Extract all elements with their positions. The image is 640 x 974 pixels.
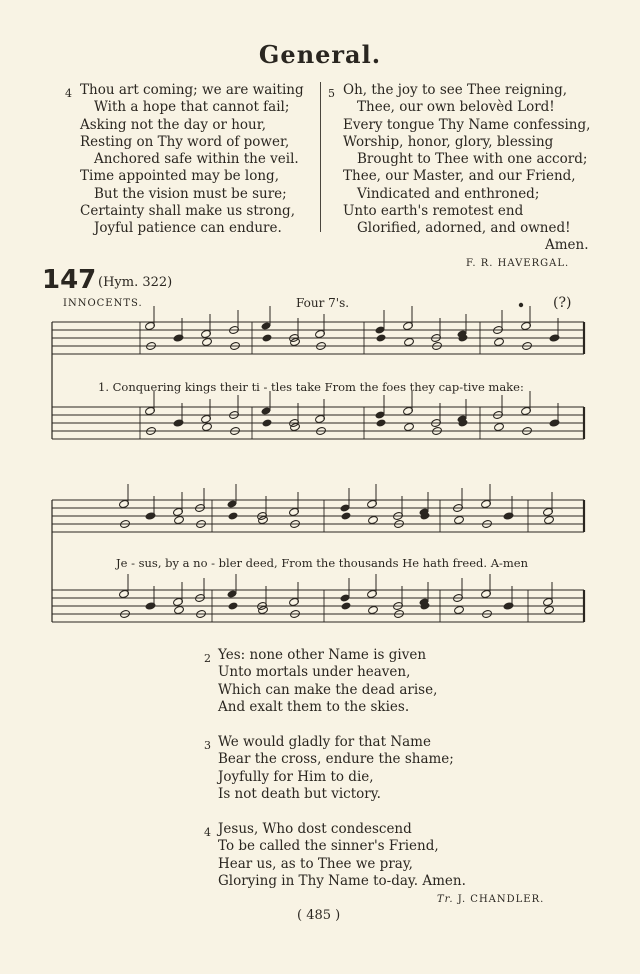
note-head	[262, 418, 273, 427]
fermata-dot	[519, 303, 523, 307]
stanza-line: Unto mortals under heaven,	[218, 664, 411, 681]
note-head	[174, 605, 185, 614]
lyrics-line-1: 1. Conquering kings their ti - tles take From the foes they cap-tive make:	[98, 380, 524, 394]
note-head	[228, 511, 239, 520]
note-head	[494, 337, 505, 346]
verse-line: Vindicated and enthroned;	[357, 185, 540, 202]
verse-line: Asking not the day or hour,	[80, 116, 267, 133]
stanza-number: 2	[204, 652, 211, 665]
stanza-line: Jesus, Who dost condescend	[218, 821, 412, 837]
stanza-number: 4	[204, 826, 211, 839]
translator-credit	[437, 894, 544, 905]
note-head	[376, 418, 387, 427]
verse-line: Anchored safe within the veil.	[94, 151, 299, 168]
note-head	[262, 333, 273, 342]
note-head	[504, 601, 515, 610]
translator-name: J. CHANDLER.	[457, 894, 545, 905]
stanza-line: To be called the sinner's Friend,	[218, 838, 439, 855]
verse-line: Joyful patience can endure.	[94, 220, 282, 237]
stanza-4	[218, 821, 466, 890]
verse-line: Time appointed may be long,	[80, 168, 279, 185]
stanza-line: Joyfully for Him to die,	[218, 768, 374, 785]
note-head	[368, 515, 379, 524]
note-head	[174, 418, 185, 427]
stanza-line: We would gladly for that Name	[218, 734, 431, 750]
page-heading: General.	[258, 40, 382, 69]
note-head	[404, 422, 415, 431]
author-credit: F. R. HAVERGAL.	[466, 258, 570, 269]
note-head	[341, 511, 352, 520]
verse-line: Worship, honor, glory, blessing	[343, 133, 554, 150]
note-head	[544, 605, 555, 614]
verse-line: With a hope that cannot fail;	[94, 99, 290, 116]
verse-line: Resting on Thy word of power,	[80, 133, 290, 150]
amen-text: Amen.	[545, 237, 589, 253]
hymn-number: 147	[42, 265, 97, 295]
verse-line: Certainty shall make us strong,	[80, 203, 295, 220]
stanza-line: Yes: none other Name is given	[218, 647, 427, 663]
verse-number: 4	[65, 87, 72, 100]
note-head	[404, 337, 415, 346]
page-number: ( 485 )	[297, 908, 341, 923]
stanza-line: Which can make the dead arise,	[218, 681, 438, 698]
note-head	[454, 605, 465, 614]
note-head	[228, 601, 239, 610]
stanza-line: Glorying in Thy Name to-day. Amen.	[218, 872, 466, 889]
note-head	[174, 333, 185, 342]
note-head	[146, 601, 157, 610]
verse-number: 5	[328, 87, 335, 100]
stanza-line: And exalt them to the skies.	[218, 698, 410, 715]
note-head	[341, 601, 352, 610]
verse-line: Thee, our Master, and our Friend,	[343, 168, 576, 185]
note-head	[550, 418, 561, 427]
translator-prefix: Tr.	[437, 894, 454, 905]
verse-line: Brought to Thee with one accord;	[357, 151, 588, 168]
stanza-line: Hear us, as to Thee we pray,	[218, 855, 413, 872]
note-head	[494, 422, 505, 431]
note-head	[376, 333, 387, 342]
tempo-mark: (?)	[553, 295, 572, 311]
note-head	[368, 605, 379, 614]
meter: Four 7's.	[296, 296, 350, 310]
stanza-line: Is not death but victory.	[218, 785, 381, 802]
verse-line: Oh, the joy to see Thee reigning,	[343, 82, 568, 98]
note-head	[258, 515, 269, 524]
verse-line: Thee, our own belovèd Lord!	[357, 99, 555, 116]
verse-line: Every tongue Thy Name confessing,	[343, 116, 591, 133]
stanza-line: Bear the cross, endure the shame;	[218, 751, 454, 768]
note-head	[504, 511, 515, 520]
tune-name: INNOCENTS.	[63, 298, 143, 309]
stanza-2	[218, 647, 437, 716]
lyrics-line-2: Je - sus, by a no - bler deed, From the thousands He hath freed. A-men	[116, 556, 529, 570]
note-head	[290, 337, 301, 346]
note-head	[454, 515, 465, 524]
note-head	[258, 605, 269, 614]
note-head	[550, 333, 561, 342]
stanza-3	[218, 734, 454, 803]
note-head	[174, 515, 185, 524]
verse-line: Unto earth's remotest end	[343, 203, 524, 220]
hymn-reference: (Hym. 322)	[98, 275, 173, 290]
note-head	[202, 337, 213, 346]
note-head	[202, 422, 213, 431]
note-head	[146, 511, 157, 520]
note-head	[544, 515, 555, 524]
note-head	[290, 422, 301, 431]
verse-line: Glorified, adorned, and owned!	[357, 220, 571, 237]
stanza-number: 3	[204, 739, 211, 752]
verse-line: But the vision must be sure;	[94, 185, 287, 202]
verse-line: Thou art coming; we are waiting	[80, 82, 304, 98]
